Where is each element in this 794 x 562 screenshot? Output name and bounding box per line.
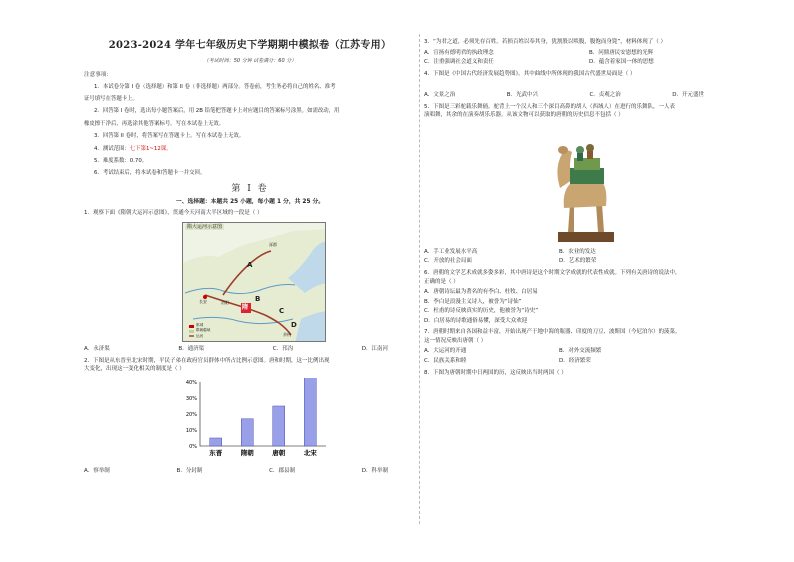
- volume-title: 第 I 卷: [231, 183, 269, 194]
- x-tick-label: 隋朝: [240, 448, 254, 457]
- option-c[interactable]: C．杜甫的诗反映真实的历史，他被誉为“诗史”: [424, 308, 539, 315]
- option-a[interactable]: A．手工业发展水平高: [424, 248, 478, 255]
- question-7-stem: [424, 328, 754, 345]
- bar-chart-svg: [174, 378, 334, 464]
- notice-item: 橡皮擦干净后，再选涂其他答案标号。写在本试卷上无效。: [84, 120, 225, 127]
- map-legend-territory: 隋朝疆域: [196, 327, 211, 332]
- question-7-line: 这一情况反映出唐朝（ ）: [424, 337, 487, 344]
- option-d[interactable]: D．蕴含着家国一体的思想: [589, 59, 654, 66]
- question-6-line: 正确的是（ ）: [424, 278, 459, 285]
- x-tick-label: 北宋: [303, 448, 317, 457]
- option-d[interactable]: D．艺术的繁荣: [559, 258, 597, 265]
- map-label-d: D: [291, 320, 297, 329]
- question-6-line: 6．唐朝的文学艺术成就多姿多彩，其中唐诗是这个时期文学成就的代表性成就。下列有关唐诗的说法中，: [424, 270, 681, 277]
- map-legend-canal: 运河: [196, 333, 204, 338]
- map-label-a: A: [247, 260, 253, 269]
- bar-0: [210, 438, 222, 446]
- notice-range-value: 七下第1~12课。: [129, 145, 172, 152]
- notice-item: 证号填写在答题卡上。: [84, 96, 138, 103]
- option-b[interactable]: B．李白是浪漫主义诗人，被誉为“诗仙”: [424, 298, 522, 305]
- question-4-options: [424, 92, 754, 99]
- y-tick-label: 20%: [185, 411, 197, 418]
- question-5-options: [424, 249, 754, 265]
- option-c[interactable]: C．民族关系和睦: [424, 358, 467, 365]
- question-2-options: [84, 468, 416, 475]
- notice-item: 3．回答第 II 卷时，将答案写在答题卡上。写在本试卷上无效。: [94, 133, 245, 140]
- bar-1: [241, 418, 253, 445]
- bar-2: [273, 406, 285, 446]
- bar-3: [304, 378, 316, 446]
- option-b[interactable]: B．通济渠: [178, 345, 205, 352]
- notice-section: [84, 72, 416, 178]
- map-drawing: [183, 223, 326, 342]
- option-c[interactable]: C．贞观之治: [589, 92, 621, 99]
- notice-range-label: 4．测试范围：: [94, 145, 130, 152]
- question-5-line: 5．下图是三彩驼载乐舞俑。驼背上一个汉人和三个深目高鼻的胡人（西域人）在进行的乐舞队，一人表: [424, 103, 676, 110]
- x-tick-label: 唐朝: [272, 448, 286, 457]
- exam-title: 2023-2024 学年七年级历史下学期期中模拟卷（江苏专用）: [108, 40, 392, 51]
- option-c[interactable]: C．郡县制: [269, 467, 295, 474]
- option-d[interactable]: D．经济繁荣: [559, 358, 591, 365]
- map-label-c: C: [279, 306, 285, 315]
- y-tick-label: 0%: [189, 443, 197, 450]
- option-b[interactable]: B．光武中兴: [506, 92, 538, 99]
- map-label-changan: 长安: [199, 298, 207, 304]
- map-label-sui: 隋: [242, 303, 249, 311]
- notice-item: 6．考试结束后，将本试卷和答题卡一并交回。: [94, 170, 206, 177]
- notice-item: 5．难度系数：0.70。: [94, 157, 148, 164]
- notice-item: 2．回答第 I 卷时，选出每小题答案后，用 2B 铅笔把答题卡上对应题目的答案标号涂黑。如需改动，用: [94, 108, 340, 115]
- y-tick-label: 40%: [185, 379, 197, 386]
- option-d[interactable]: D．开元盛世: [672, 92, 704, 99]
- notice-item: 1．本试卷分第 I 卷（选择题）和第 II 卷（非选择题）两部分。答卷前，考生务必将自己的姓名、准考: [94, 83, 336, 90]
- question-5-stem: [424, 103, 754, 120]
- y-tick-label: 30%: [185, 395, 197, 402]
- option-d[interactable]: D．科举制: [361, 467, 388, 474]
- option-a[interactable]: A．永济渠: [84, 345, 110, 352]
- camel-figurine-image: [550, 128, 620, 246]
- option-a[interactable]: A．文景之治: [424, 92, 456, 99]
- option-a[interactable]: A．宣扬有德明君的执政理念: [424, 49, 494, 56]
- option-a[interactable]: A．察举制: [84, 467, 110, 474]
- option-c[interactable]: C．注重强调社会道义和责任: [424, 59, 494, 66]
- question-3-stem: 3．“为君之道，必须先存百姓。若损百姓以奉其身，犹割股以啖腹，腹饱而身毙”，材料体现了（ ）: [424, 39, 666, 45]
- right-column: [424, 34, 754, 377]
- question-7-line: 7．唐朝时期来自各国和益丰富，开始出现产于地中海的瓶器、印度的刀豆、波斯国（今尼泊尔）的菠菜。: [424, 329, 681, 336]
- question-2-stem: [84, 357, 416, 374]
- question-2-line: 2．下图是从东晋至北宋时期，平民子弟在政府官员群体中所占比例示意图。唐和时期，这一比例出现: [84, 357, 330, 364]
- option-b[interactable]: B．分封制: [176, 467, 203, 474]
- column-divider: [419, 34, 420, 524]
- option-d[interactable]: D．白居易的诗歌通俗易懂，深受大众欢迎: [424, 317, 528, 324]
- option-a[interactable]: A．大运河的开通: [424, 348, 467, 355]
- option-c[interactable]: C．邗沟: [272, 345, 294, 352]
- option-d[interactable]: D．江南河: [361, 345, 388, 352]
- question-6-options: [424, 289, 754, 324]
- map-label-luoyang: 洛阳: [221, 299, 229, 305]
- option-b[interactable]: B．对外交流频繁: [559, 348, 602, 355]
- question-6-stem: [424, 269, 754, 286]
- option-b[interactable]: B．问鼎唐民安恩想的光辉: [589, 49, 654, 56]
- section-heading: 一、选择题：本题共 25 小题，每小题 1 分，共 25 分。: [175, 198, 325, 205]
- question-8-stem: 8．下图为唐朝时期中日两国的历，这反映出当时两国（ ）: [424, 369, 567, 376]
- question-1-options: [84, 346, 416, 353]
- left-column: [84, 34, 416, 474]
- question-2-line: 大变化，出现这一变化相关的制度是（ ）: [84, 366, 185, 373]
- notice-item-range: [84, 145, 416, 153]
- question-3-options: [424, 50, 754, 66]
- tri-colored-camel-figurine: [550, 128, 620, 246]
- notice-heading: 注意事项：: [84, 72, 112, 78]
- map-label-zhuojun: 涿郡: [269, 241, 277, 247]
- map-title: 隋大运河示意图: [187, 223, 223, 230]
- option-a[interactable]: A．唐朝诗坛最为著名的有李白、杜牧、白居易: [424, 289, 538, 296]
- exam-subtitle: （考试时间：50 分钟 试卷满分：60 分）: [203, 58, 297, 64]
- y-tick-label: 10%: [185, 427, 197, 434]
- map-label-yuhang: 余杭: [283, 331, 291, 337]
- option-c[interactable]: C．开放的社会局面: [424, 258, 472, 265]
- question-7-options: [424, 348, 754, 364]
- question-1-stem: 1．观察下面《隋朝大运河示意图》，贯通今天河南大半区域的一段是（ ）: [84, 210, 263, 217]
- option-b[interactable]: B．农业的发达: [559, 248, 596, 255]
- grand-canal-map: [182, 222, 326, 342]
- x-tick-label: 东晋: [209, 448, 223, 457]
- question-4-stem: 4．下图是《中国古代经济发展趋势图》。其中曲线中所体现的我国古代盛世局面是（ ）: [424, 70, 636, 77]
- official-ratio-chart: [174, 378, 334, 464]
- map-label-b: B: [255, 294, 261, 303]
- map-legend-capital: 都城: [196, 322, 204, 327]
- question-5-line: 演唱舞，其余的在演奏胡乐乐器。从该文物可以获取的唐朝的历史信息不包括（ ）: [424, 112, 624, 119]
